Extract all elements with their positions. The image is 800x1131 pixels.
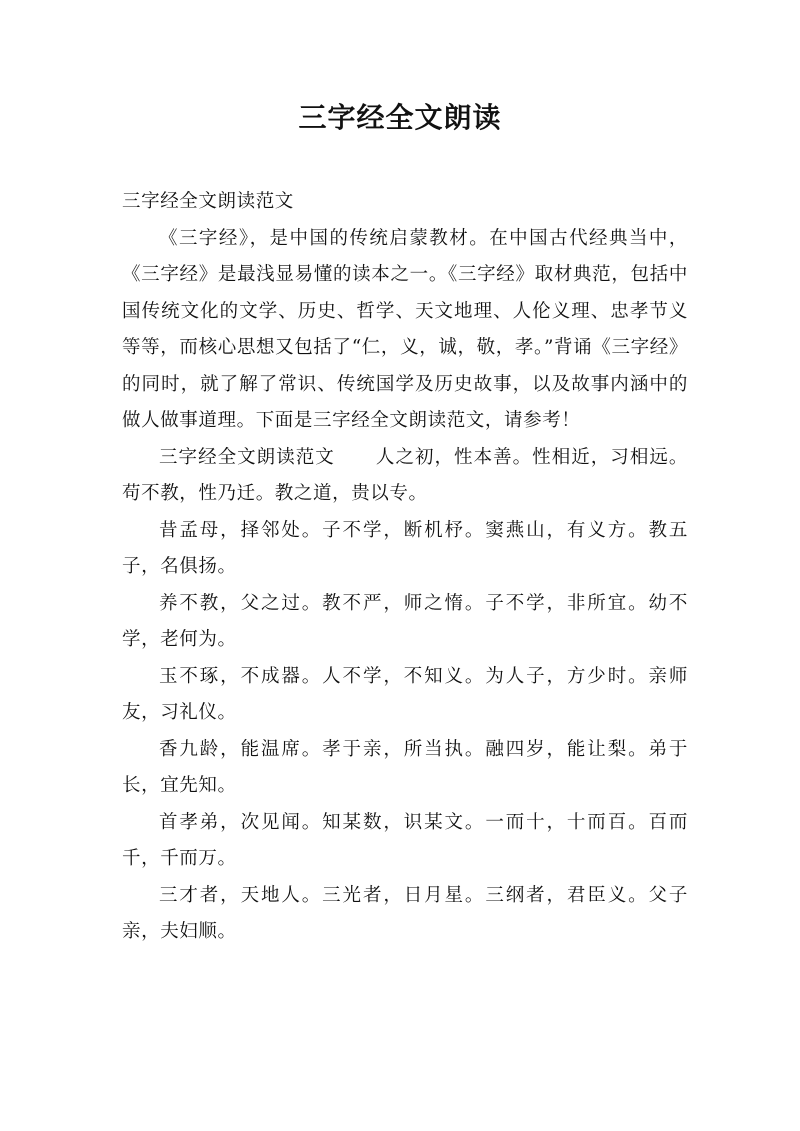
verse-paragraph: 三才者，天地人。三光者，日月星。三纲者，君臣义。父子亲，夫妇顺。 — [122, 884, 688, 942]
verse-paragraph: 养不教，父之过。教不严，师之惰。子不学，非所宜。幼不学，老何为。 — [122, 592, 688, 650]
verse-paragraph: 香九龄，能温席。孝于亲，所当执。融四岁，能让梨。弟于长，宜先知。 — [122, 738, 688, 796]
document-title: 三字经全文朗读 — [298, 101, 502, 134]
document-body — [122, 184, 688, 951]
verse-text: 人之初，性本善。性相近，习相远。苟不教，性乃迁。教之道，贵以专。 — [122, 446, 688, 504]
verse-paragraph: 首孝弟，次见闻。知某数，识某文。一而十，十而百。百而千，千而万。 — [122, 811, 688, 869]
verse-paragraph: 玉不琢，不成器。人不学，不知义。为人子，方少时。亲师友，习礼仪。 — [122, 665, 688, 723]
section-heading: 三字经全文朗读范文 — [159, 446, 335, 468]
subtitle: 三字经全文朗读范文 — [122, 191, 294, 212]
intro-paragraph: 《三字经》，是中国的传统启蒙教材。在中国古代经典当中，《三字经》是最浅显易懂的读本之一。《三字经》取材典范，包括中国传统文化的文学、历史、哲学、天文地理、人伦义理、忠孝节义等等，而核心思想又包括了“仁，义，诚，敬，孝。”背诵《三字经》的同时，就了解了常识、传统国学及历史故事，以及故事内涵中的做人做事道理。下面是三字经全文朗读范文，请参考！ — [122, 227, 688, 431]
verse-paragraph: 昔孟母，择邻处。子不学，断机杼。窦燕山，有义方。教五子，名俱扬。 — [122, 519, 688, 577]
verse-paragraph-1 — [122, 440, 688, 513]
